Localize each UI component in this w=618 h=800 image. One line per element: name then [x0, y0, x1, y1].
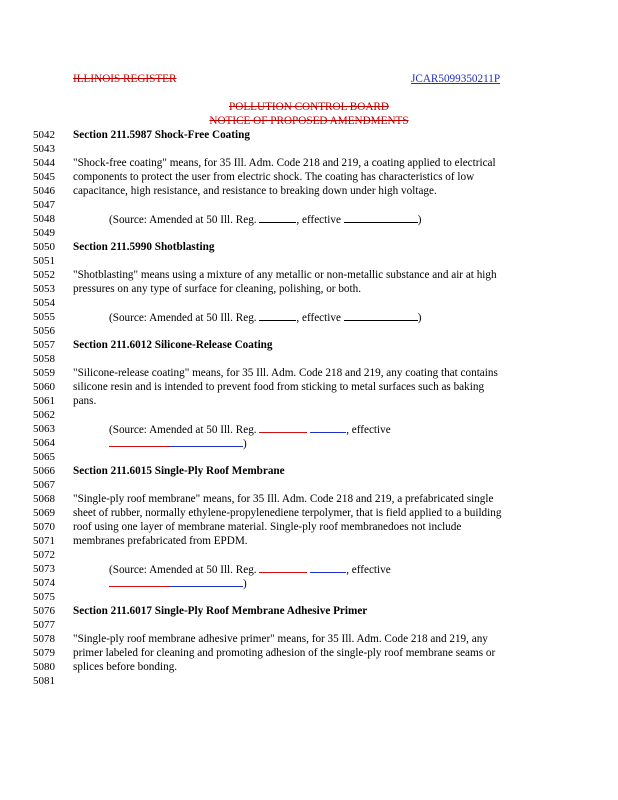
line-number: 5054: [33, 297, 55, 309]
source-text: ): [243, 578, 247, 590]
body-line: pressures on any type of surface for cleaning, polishing, or both.: [73, 283, 362, 295]
source-text: ): [243, 438, 247, 450]
register-title: ILLINOIS REGISTER: [73, 73, 177, 85]
inserted-volume-blank: [310, 563, 346, 573]
inserted-date-blank: [169, 437, 243, 447]
line-number: 5061: [33, 395, 55, 407]
body-line: primer labeled for cleaning and promoting adhesion of the single-ply roof membrane seams or: [73, 647, 496, 659]
agency-title: POLLUTION CONTROL BOARD: [229, 101, 389, 113]
body-line: "Shock-free coating" means, for 35 Ill. Adm. Code 218 and 219, a coating applied to electrical: [73, 157, 496, 169]
source-note: [109, 311, 421, 324]
document-id-link[interactable]: JCAR5099350211P: [411, 73, 501, 85]
line-number: 5057: [33, 339, 55, 351]
line-number: 5048: [33, 213, 55, 225]
source-text: , effective: [296, 312, 344, 324]
line-number: 5066: [33, 465, 55, 477]
line-number: 5059: [33, 367, 55, 379]
source-text: ): [417, 312, 422, 324]
body-line: roof using one layer of membrane material. Single-ply roof membranedoes not include: [73, 521, 462, 533]
line-number: 5081: [33, 675, 55, 687]
body-line: pans.: [73, 395, 97, 407]
source-text: ): [417, 214, 422, 226]
line-number: 5064: [33, 437, 55, 449]
section-heading: Section 211.6017 Single-Ply Roof Membrane Adhesive Primer: [73, 605, 368, 617]
line-number: 5072: [33, 549, 55, 561]
source-note: [109, 213, 421, 226]
line-number: 5050: [33, 241, 55, 253]
volume-blank: [259, 311, 296, 321]
body-line: membranes prefabricated from EPDM.: [73, 535, 248, 547]
line-number: 5049: [33, 227, 55, 239]
line-number: 5077: [33, 619, 55, 631]
line-number: 5058: [33, 353, 55, 365]
deleted-date-blank: [109, 437, 169, 447]
line-number: 5073: [33, 563, 55, 575]
line-number: 5076: [33, 605, 55, 617]
line-number: 5053: [33, 283, 55, 295]
volume-blank: [259, 213, 296, 223]
inserted-volume-blank: [310, 423, 346, 433]
line-number: 5080: [33, 661, 55, 673]
notice-title: NOTICE OF PROPOSED AMENDMENTS: [209, 115, 409, 127]
line-number: 5067: [33, 479, 55, 491]
line-number: 5071: [33, 535, 55, 547]
source-text: (Source: Amended at 50 Ill. Reg.: [109, 424, 260, 436]
line-number: 5055: [33, 311, 55, 323]
line-number: 5062: [33, 409, 55, 421]
line-number: 5051: [33, 255, 55, 267]
inserted-date-blank: [169, 577, 243, 587]
line-number: 5042: [33, 129, 55, 141]
line-number: 5065: [33, 451, 55, 463]
section-heading: Section 211.6012 Silicone-Release Coating: [73, 339, 273, 351]
source-text: (Source: Amended at 50 Ill. Reg.: [109, 312, 260, 324]
line-number: 5063: [33, 423, 55, 435]
line-number: 5047: [33, 199, 55, 211]
line-number: 5075: [33, 591, 55, 603]
body-line: silicone resin and is intended to prevent food from sticking to metal surfaces such as baking: [73, 381, 485, 393]
source-text: , effective: [346, 424, 391, 436]
line-number: 5074: [33, 577, 55, 589]
source-text: (Source: Amended at 50 Ill. Reg.: [109, 564, 260, 576]
section-heading: Section 211.5987 Shock-Free Coating: [73, 129, 250, 141]
source-text: , effective: [346, 564, 391, 576]
source-note-continued: [109, 577, 247, 590]
section-heading: Section 211.5990 Shotblasting: [73, 241, 215, 253]
line-number: 5043: [33, 143, 55, 155]
line-number: 5078: [33, 633, 55, 645]
body-line: components to protect the user from electric shock. The coating has characteristics of low: [73, 171, 475, 183]
line-number: 5052: [33, 269, 55, 281]
body-line: splices before bonding.: [73, 661, 178, 673]
date-blank: [344, 311, 418, 321]
line-number: 5070: [33, 521, 55, 533]
body-line: capacitance, high resistance, and resistance to breaking down under high voltage.: [73, 185, 437, 197]
source-text: , effective: [296, 214, 344, 226]
section-heading: Section 211.6015 Single-Ply Roof Membrane: [73, 465, 285, 477]
deleted-volume-blank: [259, 423, 307, 433]
line-number: 5056: [33, 325, 55, 337]
line-number: 5068: [33, 493, 55, 505]
source-note-continued: [109, 437, 247, 450]
body-line: "Single-ply roof membrane" means, for 35 Ill. Adm. Code 218 and 219, a prefabricated single: [73, 493, 494, 505]
line-number: 5044: [33, 157, 55, 169]
body-line: "Single-ply roof membrane adhesive primer" means, for 35 Ill. Adm. Code 218 and 219, any: [73, 633, 488, 645]
deleted-volume-blank: [259, 563, 307, 573]
line-number: 5079: [33, 647, 55, 659]
body-line: sheet of rubber, normally ethylene-propylenediene terpolymer, that is field applied to a building: [73, 507, 502, 519]
body-line: "Silicone-release coating" means, for 35 Ill. Adm. Code 218 and 219, any coating that contains: [73, 367, 498, 379]
deleted-date-blank: [109, 577, 169, 587]
line-number: 5060: [33, 381, 55, 393]
date-blank: [344, 213, 418, 223]
body-line: "Shotblasting" means using a mixture of any metallic or non-metallic substance and air at high: [73, 269, 497, 281]
source-note: [109, 423, 391, 436]
line-number: 5045: [33, 171, 55, 183]
line-number: 5046: [33, 185, 55, 197]
line-number: 5069: [33, 507, 55, 519]
source-text: (Source: Amended at 50 Ill. Reg.: [109, 214, 260, 226]
source-note: [109, 563, 391, 576]
